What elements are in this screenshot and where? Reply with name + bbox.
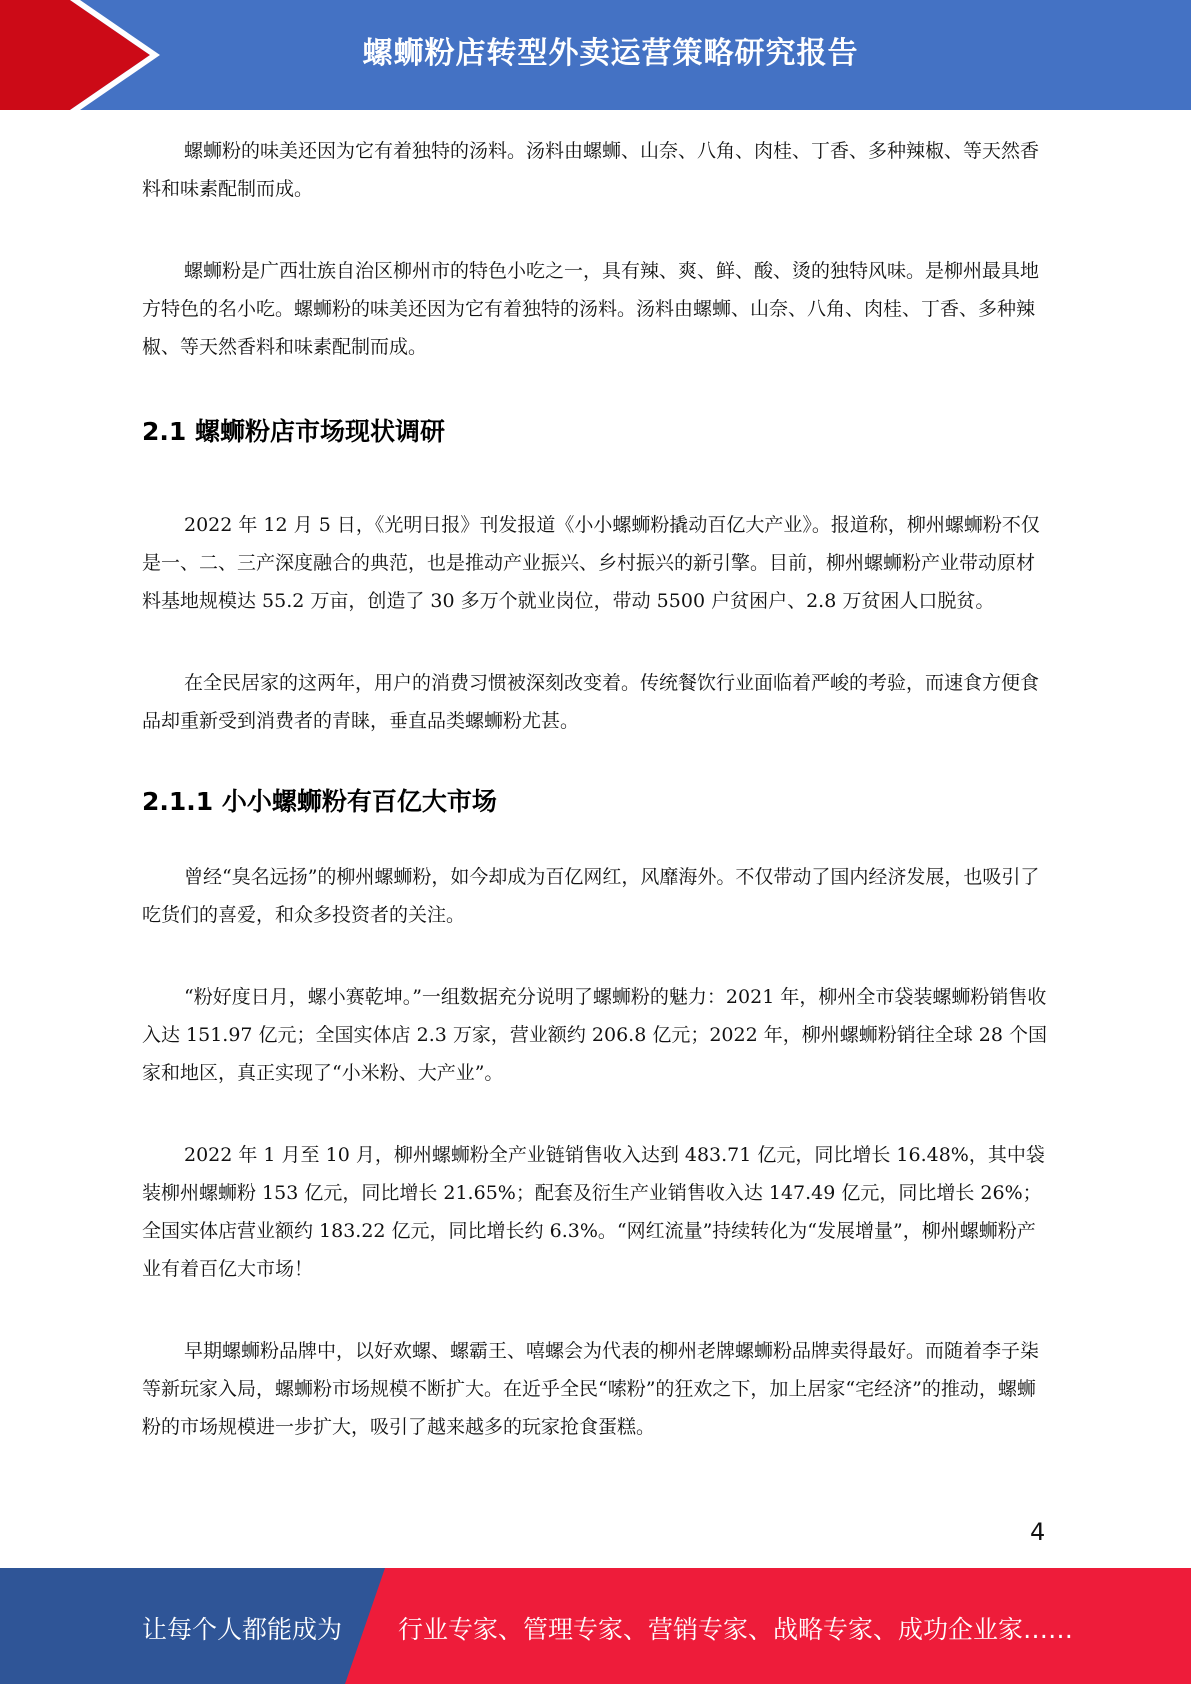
paragraph: 曾经“臭名远扬”的柳州螺蛳粉，如今却成为百亿网红，风靡海外。不仅带动了国内经济发展，也吸引了吃货们的喜爱，和众多投资者的关注。 xyxy=(142,866,1040,926)
page-header xyxy=(0,0,1191,110)
page-number: 4 xyxy=(1030,1518,1046,1546)
footer-slogan-left: 让每个人都能成为 xyxy=(142,1615,343,1644)
paragraph: “粉好度日月，螺小赛乾坤。”一组数据充分说明了螺蛳粉的魅力：2021 年，柳州全市袋装螺蛳粉销售收入达 151.97 亿元；全国实体店 2.3 万家，营业额约 206.8 亿元；2022 年，柳州螺蛳粉销往全球 28 个国家和地区，真正实现了“小米粉、大产业”。 xyxy=(142,986,1047,1084)
paragraph: 2022 年 1 月至 10 月，柳州螺蛳粉全产业链销售收入达到 483.71 亿元，同比增长 16.48%，其中袋装柳州螺蛳粉 153 亿元，同比增长 21.65%；配套及衍生产业销售收入达 147.49 亿元，同比增长 26%；全国实体店营业额约 183.22 亿元，同比增长约 6.3%。“网红流量”持续转化为“发展增量”，柳州螺蛳粉产业有着百亿大市场！ xyxy=(142,1144,1045,1280)
section-heading-2-1: 2.1 螺蛳粉店市场现状调研 xyxy=(142,417,445,446)
page-footer xyxy=(0,1568,1191,1684)
paragraph: 螺蛳粉的味美还因为它有着独特的汤料。汤料由螺蛳、山奈、八角、肉桂、丁香、多种辣椒、等天然香料和味素配制而成。 xyxy=(142,140,1040,200)
header-title: 螺蛳粉店转型外卖运营策略研究报告 xyxy=(362,36,859,71)
paragraph: 螺蛳粉是广西壮族自治区柳州市的特色小吃之一，具有辣、爽、鲜、酸、烫的独特风味。是柳州最具地方特色的名小吃。螺蛳粉的味美还因为它有着独特的汤料。汤料由螺蛳、山奈、八角、肉桂、丁香、多种辣椒、等天然香料和味素配制而成。 xyxy=(142,260,1040,358)
paragraph: 2022 年 12 月 5 日，《光明日报》刊发报道《小小螺蛳粉撬动百亿大产业》。报道称，柳州螺蛳粉不仅是一、二、三产深度融合的典范，也是推动产业振兴、乡村振兴的新引擎。目前，柳州螺蛳粉产业带动原材料基地规模达 55.2 万亩，创造了 30 多万个就业岗位，带动 5500 户贫困户、2.8 万贫困人口脱贫。 xyxy=(142,514,1040,612)
paragraph: 在全民居家的这两年，用户的消费习惯被深刻改变着。传统餐饮行业面临着严峻的考验，而速食方便食品却重新受到消费者的青睐，垂直品类螺蛳粉尤甚。 xyxy=(142,672,1040,732)
paragraph: 早期螺蛳粉品牌中，以好欢螺、螺霸王、嘻螺会为代表的柳州老牌螺蛳粉品牌卖得最好。而随着李子柒等新玩家入局，螺蛳粉市场规模不断扩大。在近乎全民“嗦粉”的狂欢之下，加上居家“宅经济”的推动，螺蛳粉的市场规模进一步扩大，吸引了越来越多的玩家抢食蛋糕。 xyxy=(142,1340,1040,1438)
section-heading-2-1-1: 2.1.1 小小螺蛳粉有百亿大市场 xyxy=(142,787,497,816)
report-body xyxy=(142,132,1047,1446)
footer-slogan-right: 行业专家、管理专家、营销专家、战略专家、成功企业家…… xyxy=(398,1615,1074,1644)
